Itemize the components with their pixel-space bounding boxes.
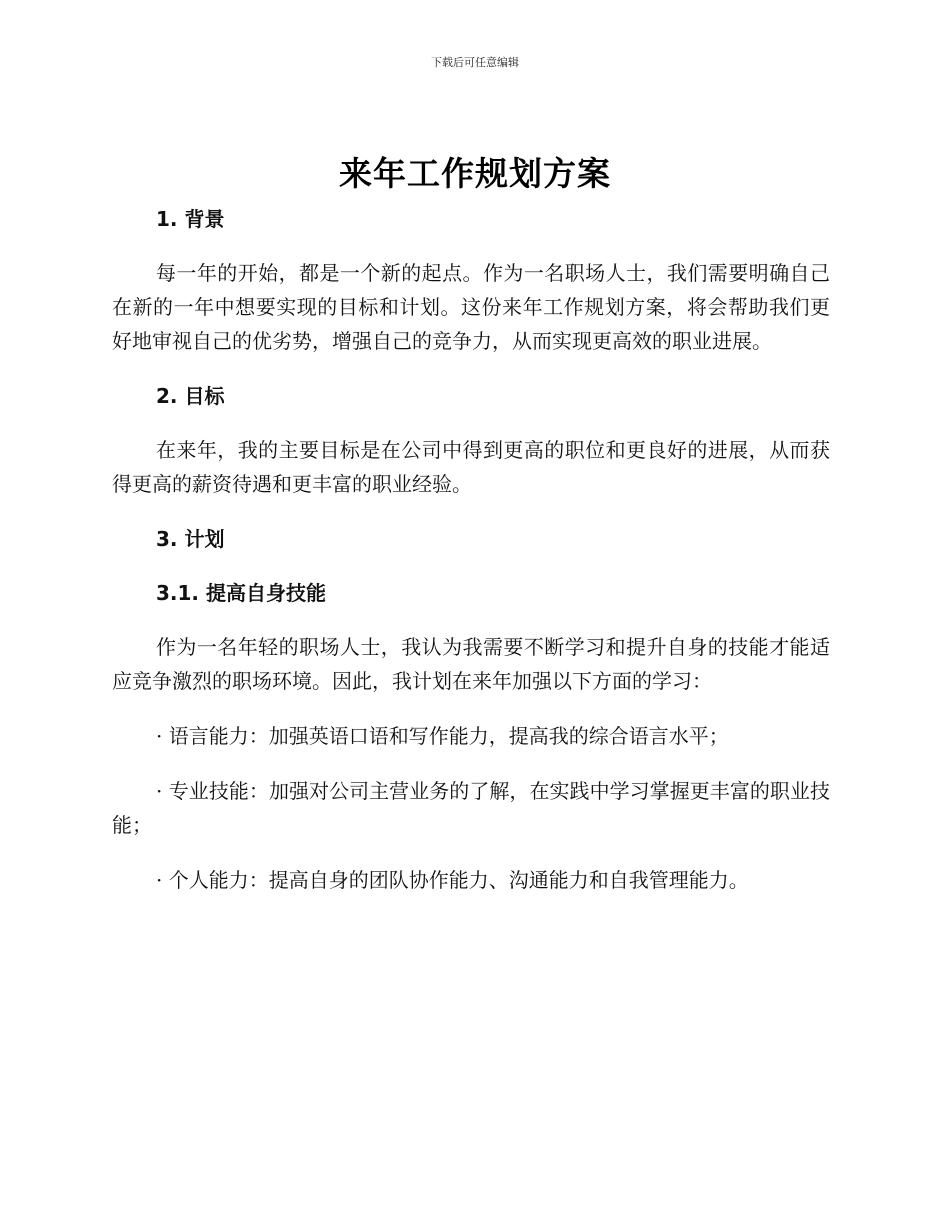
paragraph-plan: 作为一名年轻的职场人士，我认为我需要不断学习和提升自身的技能才能适应竞争激烈的职场环境。因此，我计划在来年加强以下方面的学习： (112, 635, 830, 693)
document-title: 来年工作规划方案 (339, 154, 611, 193)
paragraph-goal: 在来年，我的主要目标是在公司中得到更高的职位和更良好的进展，从而获得更高的薪资待遇和更丰富的职业经验。 (112, 438, 830, 496)
sub-heading-improve-skills: 3.1. 提高自身技能 (156, 581, 326, 605)
paragraph-background: 每一年的开始，都是一个新的起点。作为一名职场人士，我们需要明确自己在新的一年中想要实现的目标和计划。这份来年工作规划方案，将会帮助我们更好地审视自己的优劣势，增强自己的竞争力，从而实现更高效的职业进展。 (112, 261, 830, 353)
section-heading-goal: 2. 目标 (156, 384, 225, 408)
list-item: · 语言能力：加强英语口语和写作能力，提高我的综合语言水平； (156, 724, 729, 748)
page-header-note: 下载后可任意编辑 (431, 56, 519, 69)
section-heading-plan: 3. 计划 (156, 527, 225, 551)
list-item: · 个人能力：提高自身的团队协作能力、沟通能力和自我管理能力。 (156, 868, 749, 892)
document-body (112, 202, 830, 897)
section-heading-background: 1. 背景 (156, 207, 225, 231)
list-item: · 专业技能：加强对公司主营业务的了解，在实践中学习掌握更丰富的职业技能； (112, 779, 830, 837)
